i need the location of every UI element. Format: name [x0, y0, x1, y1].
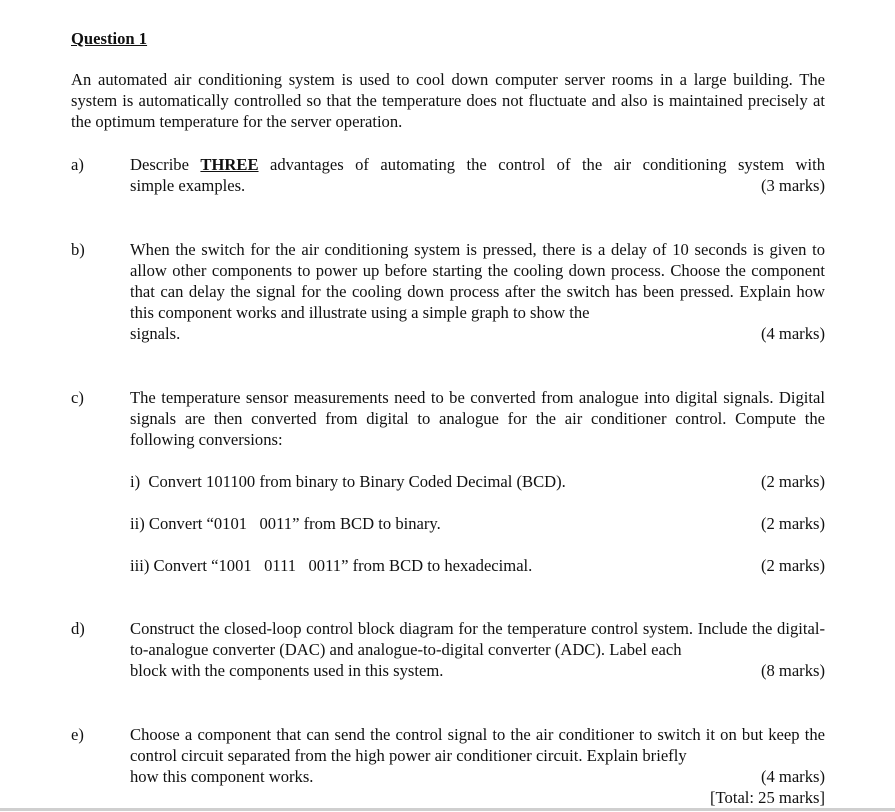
question-intro: An automated air conditioning system is used to cool down computer server rooms in a large building. The system is automatically controlled so that the temperature does not fluctuate and also is maintained precisely at the optimum temperature for the server operation.	[71, 70, 825, 131]
part-d-last-line	[130, 660, 825, 681]
part-c-sub-i	[130, 471, 825, 492]
part-a-last-line	[130, 175, 825, 196]
part-d-last-text: block with the components used in this system.	[130, 661, 444, 680]
part-c-sub-i-text: i) Convert 101100 from binary to Binary Coded Decimal (BCD).	[130, 472, 566, 491]
part-b-marks: (4 marks)	[760, 324, 825, 343]
part-d-text: Construct the closed-loop control block diagram for the temperature control system. Include the digital-to-analogue converter (DAC) and analogue-to-digital converter (ADC). Label each	[130, 619, 825, 659]
question-title: Question 1	[71, 29, 148, 48]
question-page	[71, 28, 825, 808]
part-a-line1	[130, 154, 825, 175]
part-c	[71, 387, 825, 576]
part-e-last-line	[130, 766, 825, 787]
part-c-body	[130, 387, 825, 576]
part-c-sub-i-marks: (2 marks)	[760, 472, 825, 491]
part-c-sub-iii-marks: (2 marks)	[760, 556, 825, 575]
part-b	[71, 239, 825, 344]
part-a-label: a)	[71, 155, 84, 174]
part-a-text-after: advantages of automating the control of the air conditioning system with	[258, 155, 825, 174]
part-c-text: The temperature sensor measurements need to be converted from analogue into digital signals. Digital signals are then converted from digital to analogue for the air conditioner control. Compute the following conversions:	[130, 388, 825, 449]
part-c-sub-iii	[130, 555, 825, 576]
part-e-text: Choose a component that can send the control signal to the air conditioner to switch it on but keep the control circuit separated from the high power air conditioner circuit. Explain briefly	[130, 725, 825, 765]
part-a	[71, 154, 825, 196]
part-a-text-before: Describe	[130, 155, 201, 174]
part-c-sub-ii	[130, 513, 825, 534]
part-d-body	[130, 618, 825, 681]
part-e	[71, 724, 825, 808]
part-a-emphasis: THREE	[200, 155, 259, 174]
part-b-label: b)	[71, 240, 85, 259]
part-d-marks: (8 marks)	[760, 661, 825, 680]
part-b-body	[130, 239, 825, 344]
part-c-label: c)	[71, 388, 84, 407]
total-marks: [Total: 25 marks]	[710, 788, 825, 807]
part-c-sub-ii-marks: (2 marks)	[760, 514, 825, 533]
part-a-body	[130, 154, 825, 196]
part-a-last-text: simple examples.	[130, 176, 246, 195]
part-d-label: d)	[71, 619, 85, 638]
page-bottom-rule	[0, 808, 895, 811]
part-a-marks: (3 marks)	[760, 176, 825, 195]
part-b-text: When the switch for the air conditioning system is pressed, there is a delay of 10 seconds is given to allow other components to power up before starting the cooling down process. Choose the component that can delay the signal for the cooling down process after the switch has been pressed. Explain how this component works and illustrate using a simple graph to show the	[130, 240, 825, 322]
part-e-body	[130, 724, 825, 808]
part-d	[71, 618, 825, 681]
part-e-marks: (4 marks)	[760, 767, 825, 786]
part-b-last-line	[130, 323, 825, 344]
part-c-sub-iii-text: iii) Convert “1001 0111 0011” from BCD to hexadecimal.	[130, 556, 533, 575]
part-c-sub-ii-text: ii) Convert “0101 0011” from BCD to binary.	[130, 514, 441, 533]
part-b-last-text: signals.	[130, 324, 181, 343]
part-e-label: e)	[71, 725, 84, 744]
part-e-last-text: how this component works.	[130, 767, 314, 786]
